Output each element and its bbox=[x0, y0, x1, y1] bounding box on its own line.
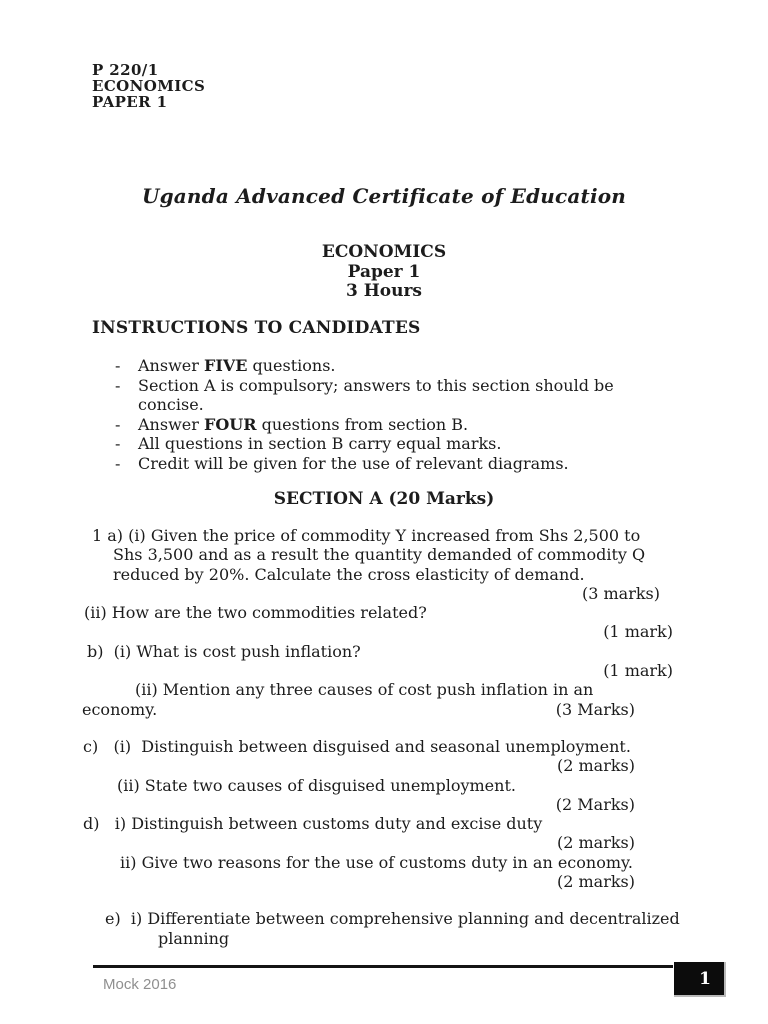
duration: 3 Hours bbox=[345, 281, 423, 301]
instruction-text: Answer FOUR questions from section B. bbox=[138, 414, 469, 434]
question-line: e) i) Differentiate between comprehensive planning and decentralized bbox=[105, 909, 680, 929]
instructions-heading: INSTRUCTIONS TO CANDIDATES bbox=[92, 318, 421, 338]
marks-label: (2 marks) bbox=[556, 872, 635, 892]
question-text: economy. bbox=[82, 699, 158, 719]
question-line: Shs 3,500 and as a result the quantity demanded of commodity Q bbox=[113, 545, 646, 565]
marks-label: (3 marks) bbox=[581, 583, 660, 603]
bullet-dash: - bbox=[115, 375, 121, 395]
question-line: reduced by 20%. Calculate the cross elasticity of demand. bbox=[113, 564, 585, 584]
instruction-list bbox=[115, 356, 663, 474]
marks-label: (3 Marks) bbox=[555, 699, 635, 719]
exam-subject: ECONOMICS bbox=[92, 77, 206, 95]
question-line: c) (i) Distinguish between disguised and seasonal unemployment. bbox=[83, 736, 631, 756]
instruction-item bbox=[115, 434, 663, 454]
question-line: (ii) Mention any three causes of cost push inflation in an bbox=[135, 680, 594, 700]
question-line: (ii) How are the two commodities related? bbox=[84, 603, 427, 623]
exam-code-block bbox=[92, 62, 205, 110]
instruction-item bbox=[115, 356, 663, 376]
question-line: b) (i) What is cost push inflation? bbox=[87, 641, 361, 661]
footer-rule bbox=[93, 965, 673, 968]
bullet-dash: - bbox=[115, 356, 121, 375]
bullet-dash: - bbox=[115, 434, 121, 454]
exam-paper: PAPER 1 bbox=[92, 93, 168, 111]
instruction-item bbox=[115, 415, 663, 435]
bullet-dash: - bbox=[115, 414, 121, 434]
question-line: (ii) State two causes of disguised unemployment. bbox=[117, 775, 516, 795]
question-body bbox=[0, 526, 768, 948]
page-number: 1 bbox=[699, 968, 711, 989]
marks-label: (2 marks) bbox=[556, 833, 635, 853]
section-heading: SECTION A (20 Marks) bbox=[273, 489, 495, 509]
page-number-badge bbox=[674, 962, 726, 997]
instruction-text: Answer FIVE questions. bbox=[138, 356, 336, 375]
question-line: d) i) Distinguish between customs duty and excise duty bbox=[83, 814, 543, 834]
marks-label: (1 mark) bbox=[603, 622, 673, 642]
instruction-text: All questions in section B carry equal marks. bbox=[138, 434, 502, 454]
instruction-item bbox=[115, 376, 663, 415]
question-line bbox=[0, 700, 768, 719]
subject-name: ECONOMICS bbox=[321, 242, 447, 262]
page-title: Uganda Advanced Certificate of Education bbox=[141, 184, 627, 208]
footer-label: Mock 2016 bbox=[103, 976, 177, 993]
marks-label: (1 mark) bbox=[603, 661, 673, 681]
instruction-text: Section A is compulsory; answers to this section should be concise. bbox=[138, 375, 614, 415]
question-line: planning bbox=[158, 928, 230, 948]
instruction-item bbox=[115, 454, 663, 474]
question-line: ii) Give two reasons for the use of customs duty in an economy. bbox=[120, 852, 634, 872]
paper-number: Paper 1 bbox=[347, 261, 421, 282]
question-line: 1 a) (i) Given the price of commodity Y increased from Shs 2,500 to bbox=[92, 526, 641, 545]
marks-label: (2 marks) bbox=[556, 756, 635, 776]
bullet-dash: - bbox=[115, 453, 121, 473]
exam-code: P 220/1 bbox=[92, 61, 159, 79]
marks-label: (2 Marks) bbox=[555, 794, 635, 814]
instruction-text: Credit will be given for the use of relevant diagrams. bbox=[138, 453, 569, 473]
subject-block bbox=[0, 243, 768, 302]
